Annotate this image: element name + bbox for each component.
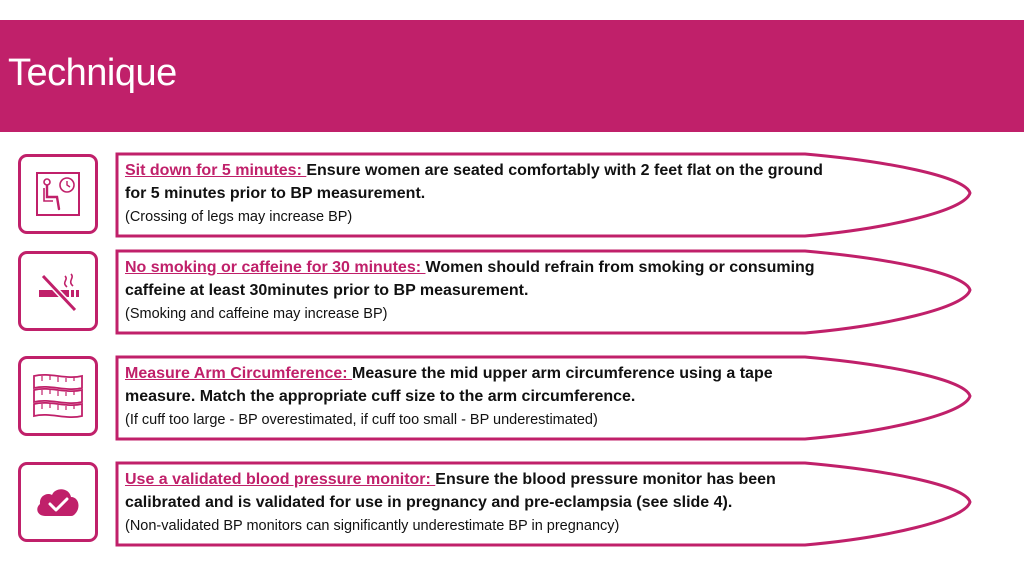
icon-card-seated: [18, 154, 98, 234]
item-4-body: Ensure the blood pressure monitor has been calibrated and is validated for use in pregnancy and pre-eclampsia (see slide 4).: [125, 471, 776, 511]
item-1-body: Ensure women are seated comfortably with 2 feet flat on the ground for 5 minutes prior to BP measurement.: [125, 162, 823, 202]
item-4-note: (Non-validated BP monitors can significantly underestimate BP in pregnancy): [125, 518, 620, 534]
icon-card-tape: [18, 356, 98, 436]
person-seated-clock-icon: [35, 171, 81, 217]
tape-measure-icon: [30, 370, 86, 422]
item-3-note: (If cuff too large - BP overestimated, if cuff too small - BP underestimated): [125, 412, 598, 428]
item-2-panel: [115, 248, 975, 336]
item-1-lead: Sit down for 5 minutes:: [125, 162, 307, 179]
item-1-panel: [115, 151, 975, 239]
item-3-body: Measure the mid upper arm circumference using a tape measure. Match the appropriate cuff size to the arm circumference.: [125, 365, 773, 405]
item-4-panel: [115, 460, 975, 548]
cloud-check-icon: [33, 482, 83, 522]
no-smoking-icon: [35, 268, 81, 314]
item-3-lead: Measure Arm Circumference:: [125, 365, 353, 382]
item-3-panel: [115, 354, 975, 442]
item-2-body: Women should refrain from smoking or consuming caffeine at least 30minutes prior to BP measurement.: [125, 259, 815, 299]
item-1-note: (Crossing of legs may increase BP): [125, 209, 353, 225]
page-title: Technique: [8, 52, 177, 94]
item-4-lead: Use a validated blood pressure monitor:: [125, 471, 436, 488]
icon-card-no-smoking: [18, 251, 98, 331]
item-2-lead: No smoking or caffeine for 30 minutes:: [125, 259, 426, 276]
item-2-note: (Smoking and caffeine may increase BP): [125, 306, 388, 322]
icon-card-cloud-check: [18, 462, 98, 542]
